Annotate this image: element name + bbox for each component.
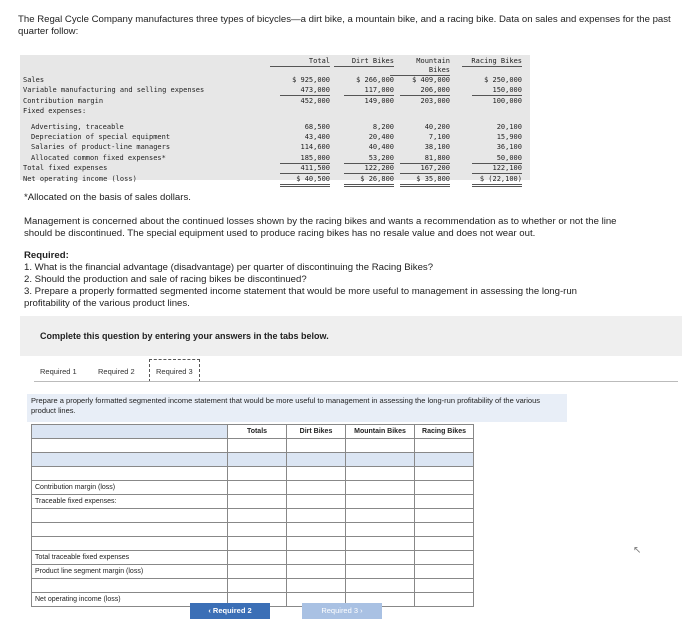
statement-value: $ 40,500 (280, 174, 330, 187)
grid-row-label[interactable] (32, 523, 228, 537)
tab-required-3[interactable]: Required 3 (149, 359, 200, 382)
grid-input-cell[interactable] (287, 467, 346, 481)
grid-input-cell[interactable] (287, 453, 346, 467)
statement-value: 40,200 (424, 122, 450, 131)
grid-row (32, 565, 474, 579)
header-line: Racing Bikes (462, 57, 522, 67)
statement-value: 117,000 (344, 85, 394, 96)
grid-input-cell[interactable] (415, 593, 474, 607)
statement-value: $ 26,800 (344, 174, 394, 187)
chevron-left-icon: ‹ (208, 606, 213, 615)
statement-value: $ 35,800 (400, 174, 450, 187)
statement-row (20, 96, 530, 106)
grid-input-cell[interactable] (415, 565, 474, 579)
segmented-income-grid (31, 424, 474, 607)
grid-input-cell[interactable] (346, 467, 415, 481)
statement-value: 50,000 (472, 153, 522, 164)
grid-input-cell[interactable] (415, 523, 474, 537)
grid-row (32, 537, 474, 551)
grid-column-header: Mountain Bikes (346, 425, 415, 439)
statement-value: $ 925,000 (292, 76, 330, 84)
statement-value: 185,000 (280, 153, 330, 164)
grid-input-cell[interactable] (415, 481, 474, 495)
statement-value: 20,100 (496, 122, 522, 131)
header-line: Total (270, 57, 330, 67)
statement-value: 149,000 (364, 96, 394, 105)
grid-input-cell[interactable] (346, 565, 415, 579)
header-line: Dirt Bikes (334, 57, 394, 67)
statement-row-label: Total fixed expenses (23, 164, 108, 173)
grid-input-cell[interactable] (415, 509, 474, 523)
statement-row-label: Net operating income (loss) (23, 174, 137, 183)
statement-value: 68,500 (304, 122, 330, 131)
tab-required-2[interactable]: Required 2 (98, 367, 135, 376)
statement-value: 43,400 (304, 133, 330, 141)
statement-value: 7,100 (428, 133, 450, 141)
grid-input-cell[interactable] (415, 579, 474, 593)
statement-value: 122,100 (472, 163, 522, 174)
grid-row-label[interactable] (32, 509, 228, 523)
prev-button[interactable]: ‹ Required 2 (190, 603, 270, 619)
grid-row-label[interactable] (32, 439, 228, 453)
grid-header-row (32, 425, 474, 439)
statement-row-label: Advertising, traceable (31, 122, 124, 131)
grid-input-cell[interactable] (346, 495, 415, 509)
statement-value: 36,100 (496, 143, 522, 152)
statement-row-label: Contribution margin (23, 96, 104, 105)
grid-row-label: Product line segment margin (loss) (32, 565, 228, 579)
chevron-right-icon: › (358, 606, 363, 615)
statement-header-mountain (390, 57, 450, 76)
management-paragraph: Management is concerned about the continued losses shown by the racing bikes and wants a recommendation as to whether or not the line should be discontinued. The special equipment used to produce racing bikes has no resale value and does not wear out. (24, 216, 617, 239)
statement-value: 81,800 (400, 153, 450, 164)
statement-row (20, 132, 530, 142)
statement-row (20, 153, 530, 163)
grid-row-label[interactable] (32, 537, 228, 551)
statement-value: 114,600 (300, 143, 330, 152)
statement-row-label: Variable manufacturing and selling expenses (23, 86, 205, 95)
grid-input-cell[interactable] (228, 565, 287, 579)
cursor-icon: ↖ (633, 545, 642, 556)
statement-value: 473,000 (280, 85, 330, 96)
grid-input-cell[interactable] (415, 537, 474, 551)
grid-input-cell[interactable] (287, 551, 346, 565)
statement-value: 452,000 (300, 96, 330, 105)
intro-text: The Regal Cycle Company manufactures three types of bicycles—a dirt bike, a mountain bike, and a racing bike. Data on sales and expenses for the past quarter follow: (18, 14, 671, 37)
tab-required-1[interactable]: Required 1 (40, 367, 77, 376)
statement-value: 53,200 (344, 153, 394, 164)
grid-row-label: Contribution margin (loss) (32, 481, 228, 495)
grid-row (32, 453, 474, 467)
grid-row (32, 523, 474, 537)
grid-input-cell[interactable] (346, 453, 415, 467)
complete-banner: Complete this question by entering your answers in the tabs below. (20, 316, 682, 356)
grid-input-cell[interactable] (287, 481, 346, 495)
statement-value: 167,200 (400, 163, 450, 174)
grid-input-cell[interactable] (228, 495, 287, 509)
grid-input-cell[interactable] (228, 537, 287, 551)
grid-row-label: Traceable fixed expenses: (32, 495, 228, 509)
statement-value: 150,000 (472, 85, 522, 96)
statement-row-label: Fixed expenses: (23, 107, 87, 116)
statement-value: 206,000 (400, 85, 450, 96)
grid-row-label[interactable] (32, 579, 228, 593)
grid-row (32, 579, 474, 593)
grid-row (32, 481, 474, 495)
footnote: *Allocated on the basis of sales dollars. (24, 192, 191, 203)
grid-input-cell[interactable] (415, 467, 474, 481)
statement-row (20, 174, 530, 184)
grid-column-header: Racing Bikes (415, 425, 474, 439)
grid-header-blank (32, 425, 228, 439)
statement-row-label: Allocated common fixed expenses* (31, 153, 166, 162)
statement-row (20, 122, 530, 132)
prompt-text: Prepare a properly formatted segmented income statement that would be more useful to management in assessing the long-run profitability of the various product lines. (27, 394, 567, 422)
grid-input-cell[interactable] (287, 537, 346, 551)
grid-row (32, 509, 474, 523)
statement-row-label: Sales (23, 76, 45, 84)
required-title: Required: (24, 250, 69, 261)
statement-row-label: Depreciation of special equipment (31, 133, 171, 141)
required-section (24, 250, 624, 310)
grid-row-label: Net operating income (loss) (32, 593, 228, 607)
statement-header-total (270, 57, 330, 67)
required-item-2: 2. Should the production and sale of racing bikes be discontinued? (24, 274, 307, 285)
statement-value: 100,000 (492, 96, 522, 105)
grid-row-label: Total traceable fixed expenses (32, 551, 228, 565)
grid-input-cell[interactable] (287, 579, 346, 593)
grid-input-cell[interactable] (346, 481, 415, 495)
statement-row (20, 142, 530, 152)
grid-input-cell[interactable] (287, 523, 346, 537)
grid-input-cell[interactable] (346, 509, 415, 523)
statement-header-racing (462, 57, 522, 67)
grid-row-label[interactable] (32, 467, 228, 481)
grid-input-cell[interactable] (415, 495, 474, 509)
grid-input-cell[interactable] (287, 509, 346, 523)
grid-input-cell[interactable] (346, 537, 415, 551)
statement-value: 203,000 (420, 96, 450, 105)
statement-value: $ 250,000 (484, 76, 522, 84)
grid-input-cell[interactable] (346, 523, 415, 537)
grid-input-cell[interactable] (228, 523, 287, 537)
statement-value: $ 409,000 (412, 76, 450, 84)
statement-row-label: Salaries of product-line managers (31, 143, 171, 152)
grid-row-label[interactable] (32, 453, 228, 467)
grid-column-header: Totals (228, 425, 287, 439)
grid-input-cell[interactable] (415, 439, 474, 453)
grid-input-cell[interactable] (228, 509, 287, 523)
required-item-1: 1. What is the financial advantage (disadvantage) per quarter of discontinuing the Racing Bikes? (24, 262, 434, 273)
grid-input-cell[interactable] (287, 439, 346, 453)
grid-input-cell[interactable] (415, 453, 474, 467)
header-line: Bikes (390, 66, 450, 76)
statement-value: 38,100 (424, 143, 450, 152)
statement-value: 20,400 (368, 133, 394, 141)
grid-input-cell[interactable] (346, 551, 415, 565)
next-button[interactable]: Required 3 › (302, 603, 382, 619)
grid-input-cell[interactable] (287, 495, 346, 509)
statement-value: 40,400 (368, 143, 394, 152)
statement-value: 8,200 (372, 122, 394, 131)
grid-input-cell[interactable] (415, 551, 474, 565)
grid-row (32, 551, 474, 565)
grid-row (32, 467, 474, 481)
grid-input-cell[interactable] (228, 453, 287, 467)
statement-row (20, 106, 530, 116)
statement-value: $ 266,000 (356, 76, 394, 84)
statement-row (20, 85, 530, 95)
grid-input-cell[interactable] (287, 565, 346, 579)
grid-column-header: Dirt Bikes (287, 425, 346, 439)
grid-input-cell[interactable] (228, 481, 287, 495)
statement-value: $ (22,100) (472, 174, 522, 187)
required-item-3: 3. Prepare a properly formatted segmented income statement that would be more useful to management in assessing the long-run profitability of the various product lines. (24, 286, 578, 309)
grid-input-cell[interactable] (228, 551, 287, 565)
header-line: Mountain (416, 57, 450, 65)
statement-header-dirt (334, 57, 394, 67)
grid-input-cell[interactable] (346, 579, 415, 593)
statement-value: 15,900 (496, 133, 522, 141)
statement-value: 411,500 (280, 163, 330, 174)
tab-divider (34, 381, 678, 382)
grid-row (32, 495, 474, 509)
grid-input-cell[interactable] (228, 439, 287, 453)
grid-input-cell[interactable] (346, 439, 415, 453)
grid-row (32, 439, 474, 453)
statement-row (20, 75, 530, 85)
statement-value: 122,200 (344, 163, 394, 174)
statement-row (20, 163, 530, 173)
grid-input-cell[interactable] (228, 467, 287, 481)
financial-statement (20, 55, 530, 183)
grid-input-cell[interactable] (228, 579, 287, 593)
